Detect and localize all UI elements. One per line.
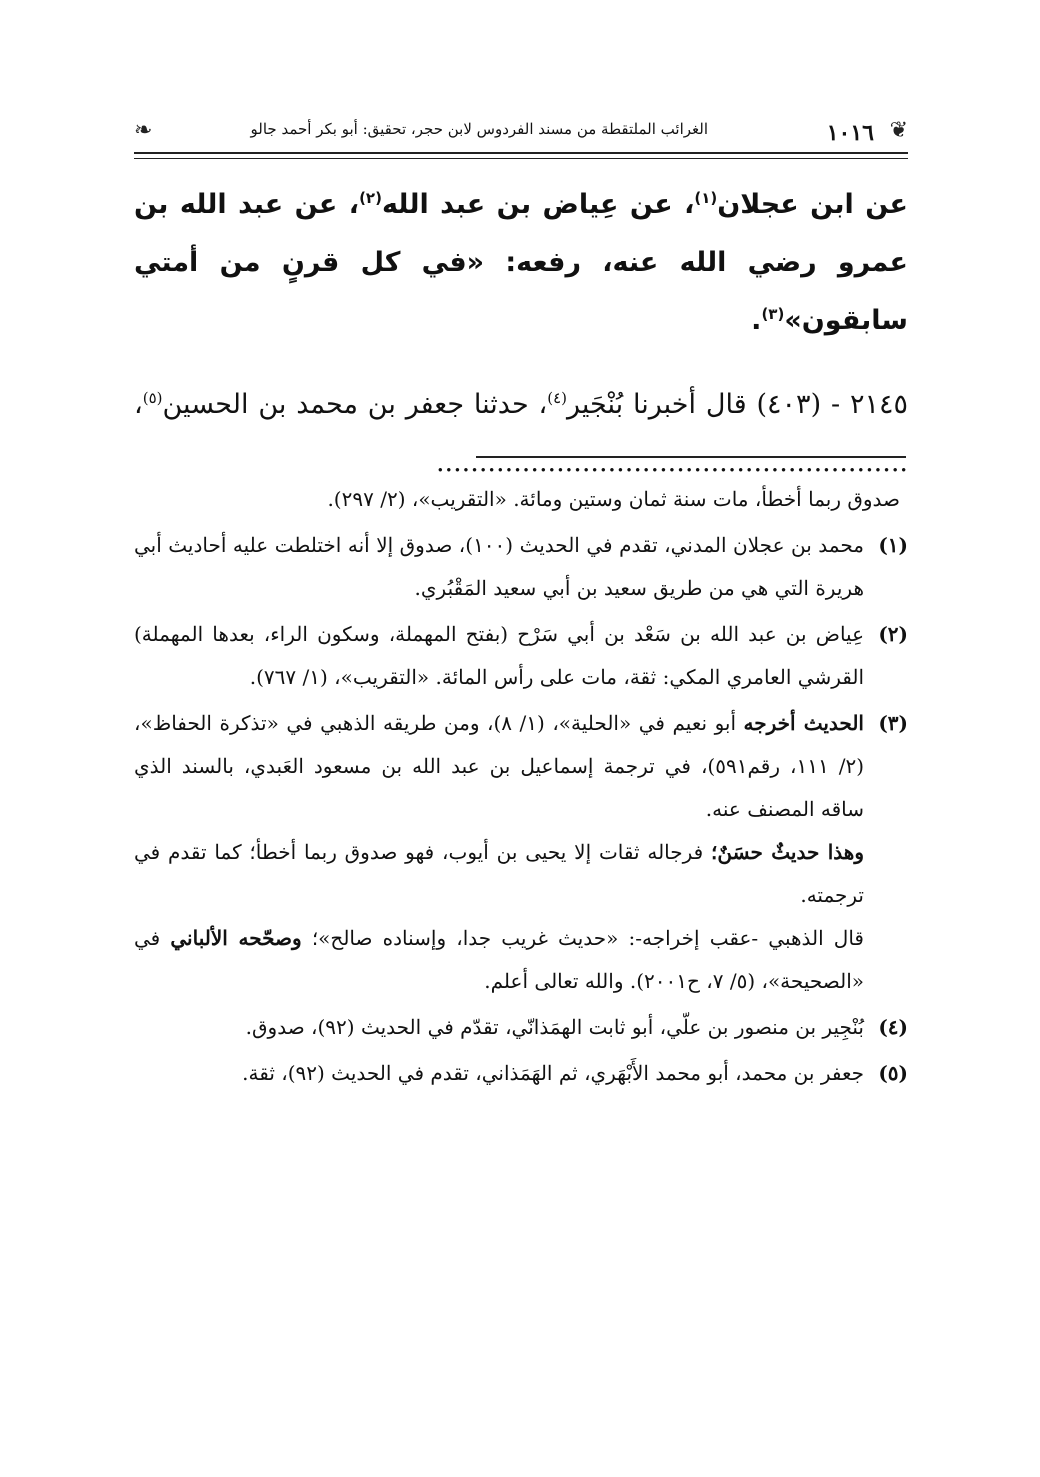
footnote-text: بُنْجِير بن منصور بن علّي، أبو ثابت الهمَذانّي، تقدّم في الحديث (٩٢)، صدوق.	[245, 1015, 864, 1039]
footnote-text: الحديث أخرجه أبو نعيم في «الحلية»، (١/ ٨)، ومن طريقه الذهبي في «تذكرة الحفاظ»، (٢/ ١١١، رقم٥٩١)، في ترجمة إسماعيل بن عبد الله بن مسعود العَبدي، بالسند الذي ساقه المصنف عنه. وهذا حديثٌ حسَنٌ؛ فرجاله ثقات إلا يحيى بن أيوب، فهو صدوق ربما أخطأ؛ كما تقدم في ترجمته. قال الذهبي -عقب إخراجه-: «حديث غريب جدا، وإسناده صالح»؛ وصحّحه الألباني في «الصحيحة»، (٥/ ٧، ح٢٠٠١). والله تعالى أعلم.	[134, 711, 864, 993]
footnotes	[134, 478, 908, 1098]
footnote-text: عِياض بن عبد الله بن سَعْد بن أبي سَرْح (بفتح المهملة، وسكون الراء، بعدها المهملة) القرشي العامري المكي: ثقة، مات على رأس المائة. «التقريب»، (١/ ٧٦٧).	[134, 622, 864, 689]
footnote-4	[134, 1006, 908, 1049]
footnote-separator	[476, 456, 906, 458]
book-title: الغرائب الملتقطة من مسند الفردوس لابن حجر، تحقيق: أبو بكر أحمد جالو	[250, 120, 708, 138]
footnote-continuation: صدوق ربما أخطأ، مات سنة ثمان وستين ومائة. «التقريب»، (٢/ ٢٩٧).	[327, 487, 900, 511]
footnote-ref[interactable]: (٣)	[761, 305, 785, 323]
footnote-number: (٣)	[878, 711, 908, 735]
footnote-ref[interactable]: (٥)	[142, 389, 163, 407]
footnote-number: (٢)	[878, 622, 908, 646]
ornament-left-icon: ❧	[134, 118, 153, 143]
main-text	[134, 176, 908, 492]
header-rule	[134, 152, 908, 159]
footnote-number: (١)	[878, 533, 908, 557]
footnote-ref[interactable]: (٢)	[359, 189, 382, 207]
footnote-number: (٥)	[878, 1061, 908, 1085]
footnote-text: جعفر بن محمد، أبو محمد الأَبْهَري، ثم الهَمَذاني، تقدم في الحديث (٩٢)، ثقة.	[242, 1061, 864, 1085]
footnote-text: محمد بن عجلان المدني، تقدم في الحديث (١٠٠)، صدوق إلا أنه اختلطت عليه أحاديث أبي هريرة التي هي من طريق سعيد بن أبي سعيد المَقْبُري.	[134, 533, 864, 600]
footnote-number: (٤)	[878, 1015, 908, 1039]
footnote-ref[interactable]: (٤)	[547, 389, 568, 407]
page-number: ١٠١٦	[826, 120, 874, 146]
opening-paragraph: عن ابن عجلان$^{(١)}$، عن عِياض بن عبد الله$^{(٢)}$، عن عبد الله بن عمرو رضي الله عنه، رفعه: «في كل قرنٍ من أمتي سابقون»$^{(٣)}$.	[134, 189, 908, 336]
footnote-ref[interactable]: (١)	[694, 189, 718, 207]
ornament-right-icon: ❦	[889, 118, 908, 143]
footnote-2	[134, 613, 908, 699]
footnote-3	[134, 702, 908, 1003]
running-header	[134, 116, 908, 160]
footnote-5	[134, 1052, 908, 1095]
footnote-1	[134, 524, 908, 610]
dotted-leader: ، ...............................................	[134, 389, 908, 478]
hadith-paragraph: ٢١٤٥ - (٤٠٣) قال أخبرنا بُنْجَير$^{(٤)}$، حدثنا جعفر بن محمد بن الحسين$^{(٥)}$، .......................................................	[134, 389, 908, 478]
